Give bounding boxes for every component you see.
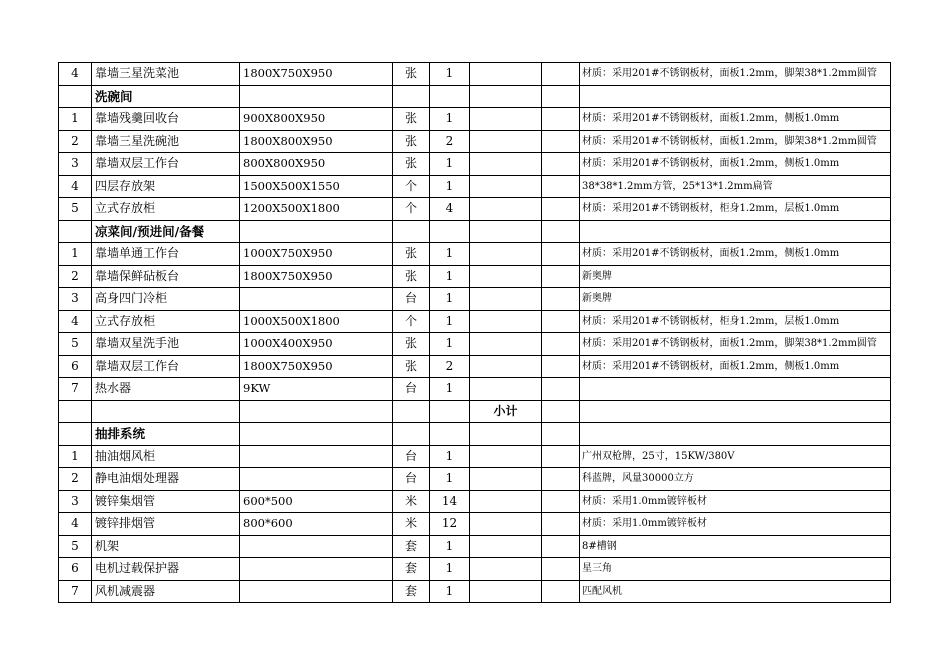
table-body	[59, 63, 891, 603]
cell-no[interactable]	[59, 220, 92, 243]
cell-qty[interactable]: 1	[430, 468, 470, 491]
cell-spec[interactable]	[240, 468, 393, 491]
cell-note[interactable]: 新奥牌	[580, 265, 891, 288]
cell-name[interactable]: 靠墙双星洗手池	[92, 333, 240, 356]
cell-blank-b[interactable]	[542, 468, 580, 491]
section-title[interactable]: 凉菜间/预进间/备餐	[92, 220, 240, 243]
cell-unit[interactable]: 台	[393, 468, 430, 491]
subtotal-row	[59, 400, 891, 423]
cell-note[interactable]: 材质：采用201#不锈钢板材，面板1.2mm，侧板1.0mm	[580, 243, 891, 266]
table-row	[59, 378, 891, 401]
cell-qty[interactable]	[430, 220, 470, 243]
cell-qty[interactable]: 1	[430, 108, 470, 131]
cell-note[interactable]: 8#槽钢	[580, 535, 891, 558]
cell-qty[interactable]: 2	[430, 355, 470, 378]
cell-name[interactable]: 热水器	[92, 378, 240, 401]
cell-spec[interactable]: 9KW	[240, 378, 393, 401]
cell-unit[interactable]: 个	[393, 175, 430, 198]
cell-qty[interactable]: 1	[430, 288, 470, 311]
cell-blank-b[interactable]	[542, 288, 580, 311]
cell-blank-b[interactable]	[542, 243, 580, 266]
cell-no[interactable]: 5	[59, 333, 92, 356]
cell-blank-b[interactable]	[542, 423, 580, 446]
cell-name[interactable]: 立式存放柜	[92, 310, 240, 333]
cell-blank-a[interactable]	[470, 153, 542, 176]
cell-qty[interactable]: 1	[430, 175, 470, 198]
cell-unit[interactable]: 张	[393, 265, 430, 288]
cell-spec[interactable]	[240, 558, 393, 581]
cell-spec[interactable]: 1000X500X1800	[240, 310, 393, 333]
cell-unit[interactable]: 个	[393, 198, 430, 221]
cell-no[interactable]: 1	[59, 108, 92, 131]
cell-blank-b[interactable]	[542, 310, 580, 333]
table-row	[59, 175, 891, 198]
cell-spec[interactable]: 1800X800X950	[240, 130, 393, 153]
cell-unit[interactable]: 张	[393, 108, 430, 131]
cell-blank-a[interactable]	[470, 108, 542, 131]
cell-name[interactable]: 电机过载保护器	[92, 558, 240, 581]
cell-qty[interactable]: 1	[430, 558, 470, 581]
cell-spec[interactable]	[240, 85, 393, 108]
cell-blank-b[interactable]	[542, 580, 580, 603]
cell-name[interactable]	[92, 400, 240, 423]
cell-blank-b[interactable]	[542, 535, 580, 558]
cell-unit[interactable]: 套	[393, 535, 430, 558]
cell-note[interactable]: 材质：采用201#不锈钢板材，面板1.2mm，脚架38*1.2mm圆管	[580, 130, 891, 153]
cell-unit[interactable]: 个	[393, 310, 430, 333]
cell-qty[interactable]: 1	[430, 310, 470, 333]
cell-blank-a[interactable]	[470, 63, 542, 86]
cell-spec[interactable]: 1000X400X950	[240, 333, 393, 356]
cell-name[interactable]: 镀锌集烟管	[92, 490, 240, 513]
cell-unit[interactable]	[393, 400, 430, 423]
cell-name[interactable]: 抽油烟风柜	[92, 445, 240, 468]
cell-qty[interactable]: 1	[430, 265, 470, 288]
cell-blank-b[interactable]	[542, 85, 580, 108]
cell-qty[interactable]: 1	[430, 445, 470, 468]
cell-unit[interactable]: 台	[393, 288, 430, 311]
cell-note[interactable]: 材质：采用201#不锈钢板材，柜身1.2mm，层板1.0mm	[580, 198, 891, 221]
cell-blank-b[interactable]	[542, 490, 580, 513]
cell-blank-a[interactable]	[470, 288, 542, 311]
cell-name[interactable]: 靠墙双层工作台	[92, 153, 240, 176]
cell-blank-a[interactable]	[470, 355, 542, 378]
cell-qty[interactable]: 1	[430, 153, 470, 176]
cell-note[interactable]: 星三角	[580, 558, 891, 581]
cell-no[interactable]: 7	[59, 580, 92, 603]
cell-note[interactable]	[580, 220, 891, 243]
cell-note[interactable]: 广州双枪牌，25寸，15KW/380V	[580, 445, 891, 468]
cell-blank-b[interactable]	[542, 153, 580, 176]
cell-blank-b[interactable]	[542, 63, 580, 86]
cell-blank-a[interactable]	[470, 175, 542, 198]
cell-no[interactable]: 2	[59, 265, 92, 288]
cell-unit[interactable]	[393, 85, 430, 108]
cell-note[interactable]: 材质：采用201#不锈钢板材，面板1.2mm，侧板1.0mm	[580, 355, 891, 378]
cell-blank-a[interactable]	[470, 310, 542, 333]
cell-blank-a[interactable]	[470, 85, 542, 108]
cell-qty[interactable]: 1	[430, 535, 470, 558]
table-row	[59, 153, 891, 176]
cell-qty[interactable]: 1	[430, 378, 470, 401]
table-row	[59, 288, 891, 311]
cell-name[interactable]: 四层存放架	[92, 175, 240, 198]
cell-blank-b[interactable]	[542, 355, 580, 378]
cell-no[interactable]: 6	[59, 355, 92, 378]
cell-spec[interactable]: 600*500	[240, 490, 393, 513]
cell-spec[interactable]	[240, 220, 393, 243]
cell-unit[interactable]: 张	[393, 333, 430, 356]
cell-spec[interactable]: 800*600	[240, 513, 393, 536]
cell-name[interactable]: 靠墙三星洗菜池	[92, 63, 240, 86]
cell-no[interactable]: 4	[59, 63, 92, 86]
table-row	[59, 198, 891, 221]
cell-blank-a[interactable]	[470, 535, 542, 558]
cell-qty[interactable]: 1	[430, 580, 470, 603]
cell-no[interactable]: 3	[59, 288, 92, 311]
cell-no[interactable]: 7	[59, 378, 92, 401]
cell-no[interactable]: 2	[59, 130, 92, 153]
table-row	[59, 310, 891, 333]
cell-name[interactable]: 靠墙残羹回收台	[92, 108, 240, 131]
subtotal-label[interactable]: 小计	[470, 400, 542, 423]
cell-note[interactable]: 科蓝牌，风量30000立方	[580, 468, 891, 491]
cell-blank-b[interactable]	[542, 175, 580, 198]
cell-note[interactable]: 材质：采用201#不锈钢板材，柜身1.2mm，层板1.0mm	[580, 310, 891, 333]
cell-unit[interactable]: 张	[393, 63, 430, 86]
cell-spec[interactable]	[240, 535, 393, 558]
cell-spec[interactable]	[240, 445, 393, 468]
cell-qty[interactable]: 2	[430, 130, 470, 153]
section-title[interactable]: 抽排系统	[92, 423, 240, 446]
cell-qty[interactable]: 14	[430, 490, 470, 513]
cell-no[interactable]: 2	[59, 468, 92, 491]
table-row	[59, 445, 891, 468]
cell-note[interactable]	[580, 423, 891, 446]
cell-note[interactable]: 材质：采用201#不锈钢板材，面板1.2mm，脚架38*1.2mm圆管	[580, 333, 891, 356]
cell-note[interactable]: 匹配风机	[580, 580, 891, 603]
cell-blank-a[interactable]	[470, 130, 542, 153]
cell-blank-b[interactable]	[542, 108, 580, 131]
cell-blank-b[interactable]	[542, 265, 580, 288]
cell-no[interactable]: 5	[59, 535, 92, 558]
cell-unit[interactable]: 套	[393, 580, 430, 603]
cell-unit[interactable]: 套	[393, 558, 430, 581]
cell-unit[interactable]: 米	[393, 490, 430, 513]
cell-blank-a[interactable]	[470, 423, 542, 446]
cell-blank-a[interactable]	[470, 580, 542, 603]
cell-no[interactable]: 3	[59, 153, 92, 176]
cell-no[interactable]	[59, 85, 92, 108]
cell-no[interactable]: 1	[59, 243, 92, 266]
cell-note[interactable]: 新奥牌	[580, 288, 891, 311]
cell-unit[interactable]: 台	[393, 445, 430, 468]
cell-no[interactable]	[59, 400, 92, 423]
cell-qty[interactable]: 1	[430, 63, 470, 86]
cell-blank-a[interactable]	[470, 490, 542, 513]
cell-qty[interactable]	[430, 423, 470, 446]
cell-blank-a[interactable]	[470, 378, 542, 401]
cell-name[interactable]: 风机减震器	[92, 580, 240, 603]
section-title[interactable]: 洗碗间	[92, 85, 240, 108]
cell-no[interactable]: 4	[59, 175, 92, 198]
cell-blank-b[interactable]	[542, 400, 580, 423]
cell-name[interactable]: 靠墙单通工作台	[92, 243, 240, 266]
cell-blank-b[interactable]	[542, 130, 580, 153]
cell-qty[interactable]	[430, 400, 470, 423]
cell-name[interactable]: 靠墙双层工作台	[92, 355, 240, 378]
cell-qty[interactable]: 4	[430, 198, 470, 221]
cell-blank-a[interactable]	[470, 445, 542, 468]
cell-qty[interactable]: 1	[430, 243, 470, 266]
cell-blank-b[interactable]	[542, 378, 580, 401]
table-row	[59, 535, 891, 558]
cell-blank-b[interactable]	[542, 198, 580, 221]
cell-unit[interactable]: 米	[393, 513, 430, 536]
table-row	[59, 130, 891, 153]
cell-unit[interactable]	[393, 423, 430, 446]
cell-blank-a[interactable]	[470, 558, 542, 581]
cell-unit[interactable]: 张	[393, 243, 430, 266]
cell-note[interactable]	[580, 378, 891, 401]
table-row	[59, 580, 891, 603]
table-row	[59, 355, 891, 378]
cell-note[interactable]: 材质：采用201#不锈钢板材，面板1.2mm，侧板1.0mm	[580, 153, 891, 176]
cell-no[interactable]: 1	[59, 445, 92, 468]
cell-no[interactable]	[59, 423, 92, 446]
cell-blank-a[interactable]	[470, 513, 542, 536]
cell-name[interactable]: 镀锌排烟管	[92, 513, 240, 536]
cell-name[interactable]: 机架	[92, 535, 240, 558]
cell-spec[interactable]	[240, 400, 393, 423]
section-header-row	[59, 220, 891, 243]
cell-note[interactable]: 材质：采用1.0mm镀锌板材	[580, 490, 891, 513]
cell-blank-a[interactable]	[470, 333, 542, 356]
cell-spec[interactable]: 1800X750X950	[240, 355, 393, 378]
cell-name[interactable]: 立式存放柜	[92, 198, 240, 221]
cell-blank-a[interactable]	[470, 265, 542, 288]
cell-no[interactable]: 4	[59, 310, 92, 333]
cell-unit[interactable]: 张	[393, 153, 430, 176]
cell-no[interactable]: 6	[59, 558, 92, 581]
cell-spec[interactable]: 900X800X950	[240, 108, 393, 131]
cell-qty[interactable]: 12	[430, 513, 470, 536]
cell-unit[interactable]: 张	[393, 355, 430, 378]
cell-name[interactable]: 靠墙三星洗碗池	[92, 130, 240, 153]
cell-spec[interactable]	[240, 288, 393, 311]
cell-note[interactable]: 38*38*1.2mm方管，25*13*1.2mm扁管	[580, 175, 891, 198]
cell-spec[interactable]: 1500X500X1550	[240, 175, 393, 198]
cell-note[interactable]: 材质：采用201#不锈钢板材，面板1.2mm，脚架38*1.2mm圆管	[580, 63, 891, 86]
cell-spec[interactable]: 1000X750X950	[240, 243, 393, 266]
table-row	[59, 243, 891, 266]
cell-no[interactable]: 5	[59, 198, 92, 221]
cell-spec[interactable]	[240, 580, 393, 603]
cell-no[interactable]: 3	[59, 490, 92, 513]
equipment-table	[58, 62, 891, 603]
table-row	[59, 558, 891, 581]
cell-blank-a[interactable]	[470, 198, 542, 221]
cell-name[interactable]: 高身四门冷柜	[92, 288, 240, 311]
cell-blank-a[interactable]	[470, 220, 542, 243]
cell-blank-b[interactable]	[542, 513, 580, 536]
cell-qty[interactable]	[430, 85, 470, 108]
cell-spec[interactable]: 1200X500X1800	[240, 198, 393, 221]
table-row	[59, 265, 891, 288]
cell-spec[interactable]: 1800X750X950	[240, 63, 393, 86]
cell-blank-b[interactable]	[542, 220, 580, 243]
cell-unit[interactable]	[393, 220, 430, 243]
cell-note[interactable]	[580, 400, 891, 423]
cell-unit[interactable]: 台	[393, 378, 430, 401]
section-header-row	[59, 423, 891, 446]
cell-spec[interactable]: 1800X750X950	[240, 265, 393, 288]
cell-unit[interactable]: 张	[393, 130, 430, 153]
section-header-row	[59, 85, 891, 108]
table-row	[59, 513, 891, 536]
cell-blank-b[interactable]	[542, 558, 580, 581]
table-row	[59, 63, 891, 86]
table-row	[59, 108, 891, 131]
cell-qty[interactable]: 1	[430, 333, 470, 356]
cell-blank-a[interactable]	[470, 243, 542, 266]
table-row	[59, 490, 891, 513]
cell-name[interactable]: 靠墙保鲜砧板台	[92, 265, 240, 288]
cell-note[interactable]: 材质：采用1.0mm镀锌板材	[580, 513, 891, 536]
cell-note[interactable]: 材质：采用201#不锈钢板材，面板1.2mm，侧板1.0mm	[580, 108, 891, 131]
cell-name[interactable]: 静电油烟处理器	[92, 468, 240, 491]
table-row	[59, 468, 891, 491]
cell-no[interactable]: 4	[59, 513, 92, 536]
cell-spec[interactable]	[240, 423, 393, 446]
cell-note[interactable]	[580, 85, 891, 108]
cell-blank-b[interactable]	[542, 445, 580, 468]
table-row	[59, 333, 891, 356]
cell-blank-b[interactable]	[542, 333, 580, 356]
cell-spec[interactable]: 800X800X950	[240, 153, 393, 176]
cell-blank-a[interactable]	[470, 468, 542, 491]
